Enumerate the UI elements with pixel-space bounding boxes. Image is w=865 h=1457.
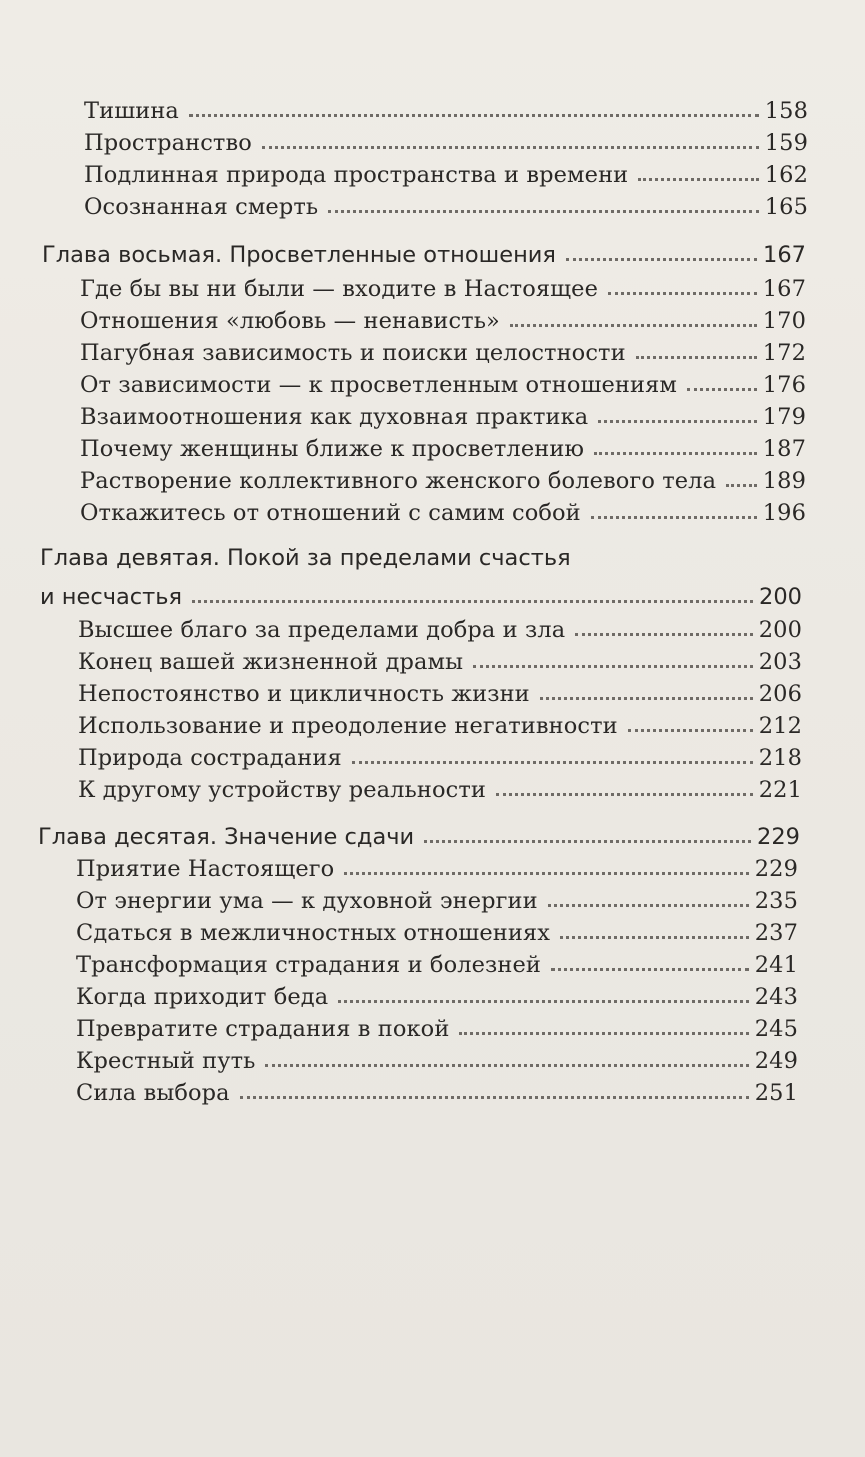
- leader-dots: [192, 600, 753, 603]
- toc-entry: [76, 978, 798, 1010]
- page-number: 196: [762, 500, 806, 526]
- leader-dots: [328, 210, 759, 213]
- entry-title: Сдаться в межличностных отношениях: [76, 920, 551, 946]
- entry-title: От зависимости — к просветленным отношениям: [80, 372, 678, 398]
- leader-dots: [591, 516, 757, 519]
- page-number: 241: [754, 952, 798, 978]
- toc-entry: [76, 882, 798, 914]
- entry-title: Откажитесь от отношений с самим собой: [80, 500, 581, 526]
- entry-title: Природа сострадания: [78, 745, 342, 771]
- leader-dots: [594, 452, 757, 455]
- page-number: 243: [754, 984, 798, 1010]
- toc-entry: [76, 1042, 798, 1074]
- entry-title: Превратите страдания в покой: [76, 1016, 450, 1042]
- leader-dots: [496, 793, 753, 796]
- page-number: 200: [759, 584, 802, 610]
- leader-dots: [262, 146, 759, 149]
- leader-dots: [240, 1096, 749, 1099]
- entry-title: Отношения «любовь — ненависть»: [80, 308, 500, 334]
- entry-title: Когда приходит беда: [76, 984, 329, 1010]
- toc-entry: [76, 850, 798, 882]
- toc-entry: [80, 366, 806, 398]
- toc-entry: [84, 188, 808, 220]
- entry-title: Использование и преодоление негативности: [78, 713, 618, 739]
- page-number: 218: [758, 745, 802, 771]
- entry-title: Непостоянство и цикличность жизни: [78, 681, 530, 707]
- leader-dots: [338, 1000, 748, 1003]
- leader-dots: [510, 324, 757, 327]
- page-number: 167: [762, 276, 806, 302]
- entry-title: Трансформация страдания и болезней: [76, 952, 542, 978]
- toc-entry: [80, 398, 806, 430]
- page-number: 245: [754, 1016, 798, 1042]
- toc-entry: [78, 771, 802, 803]
- leader-dots: [424, 840, 751, 843]
- chapter-heading: [38, 818, 800, 850]
- toc-entry: [80, 270, 806, 302]
- toc-entry: [80, 430, 806, 462]
- leader-dots: [575, 633, 752, 636]
- leader-dots: [189, 114, 759, 117]
- page-number: 189: [762, 468, 806, 494]
- page-number: 229: [754, 856, 798, 882]
- page-number: 162: [764, 162, 808, 188]
- entry-title: К другому устройству реальности: [78, 777, 486, 803]
- toc-entry: [80, 462, 806, 494]
- toc-entry: [84, 124, 808, 156]
- entry-title: Приятие Настоящего: [76, 856, 335, 882]
- toc-entry: [76, 1010, 798, 1042]
- entry-title: Тишина: [84, 98, 179, 124]
- entry-title: Подлинная природа пространства и времени: [84, 162, 629, 188]
- page-number: 179: [762, 404, 806, 430]
- page-number: 165: [764, 194, 808, 220]
- entry-title: Сила выбора: [76, 1080, 230, 1106]
- leader-dots: [344, 872, 748, 875]
- entry-title: Взаимоотношения как духовная практика: [80, 404, 589, 430]
- page-number: 251: [754, 1080, 798, 1106]
- toc-entry: [84, 92, 808, 124]
- entry-title: Высшее благо за пределами добра и зла: [78, 617, 566, 643]
- chapter-title: Глава восьмая. Просветленные отношения: [42, 242, 556, 268]
- leader-dots: [638, 178, 758, 181]
- leader-dots: [548, 904, 749, 907]
- toc-entry: [76, 914, 798, 946]
- leader-dots: [628, 729, 753, 732]
- leader-dots: [551, 968, 749, 971]
- toc-entry: [76, 1074, 798, 1106]
- entry-title: Пагубная зависимость и поиски целостности: [80, 340, 626, 366]
- chapter-heading: [40, 578, 802, 610]
- page-number: 187: [762, 436, 806, 462]
- chapter-title: Глава десятая. Значение сдачи: [38, 824, 415, 850]
- chapter-heading: [42, 236, 806, 268]
- toc-entry: [78, 675, 802, 707]
- toc-entry: [84, 156, 808, 188]
- entry-title: Где бы вы ни были — входите в Настоящее: [80, 276, 599, 302]
- leader-dots: [566, 258, 757, 261]
- leader-dots: [352, 761, 753, 764]
- page-number: 229: [757, 824, 800, 850]
- page-number: 206: [758, 681, 802, 707]
- chapter-title-continued: и несчастья: [40, 584, 183, 610]
- toc-entry: [78, 707, 802, 739]
- page-number: 203: [758, 649, 802, 675]
- toc-entry: [78, 611, 802, 643]
- page-number: 167: [763, 242, 806, 268]
- toc-entry: [80, 494, 806, 526]
- entry-title: Почему женщины ближе к просветлению: [80, 436, 585, 462]
- toc-entry: [80, 334, 806, 366]
- leader-dots: [726, 484, 757, 487]
- leader-dots: [473, 665, 753, 668]
- leader-dots: [560, 936, 749, 939]
- page-number: 221: [758, 777, 802, 803]
- leader-dots: [608, 292, 757, 295]
- page-number: 159: [764, 130, 808, 156]
- page-number: 212: [758, 713, 802, 739]
- page-number: 249: [754, 1048, 798, 1074]
- page-number: 176: [762, 372, 806, 398]
- leader-dots: [636, 356, 757, 359]
- toc-entry: [76, 946, 798, 978]
- page-number: 172: [762, 340, 806, 366]
- entry-title: Конец вашей жизненной драмы: [78, 649, 464, 675]
- entry-title: Растворение коллективного женского болевого тела: [80, 468, 717, 494]
- page-number: 170: [762, 308, 806, 334]
- leader-dots: [265, 1064, 748, 1067]
- leader-dots: [687, 388, 757, 391]
- page-number: 237: [754, 920, 798, 946]
- leader-dots: [540, 697, 753, 700]
- toc-entry: [78, 739, 802, 771]
- page-number: 158: [764, 98, 808, 124]
- page-number: 235: [754, 888, 798, 914]
- entry-title: Крестный путь: [76, 1048, 256, 1074]
- toc-entry: [78, 643, 802, 675]
- toc-entry: [80, 302, 806, 334]
- page-number: 200: [758, 617, 802, 643]
- entry-title: От энергии ума — к духовной энергии: [76, 888, 538, 914]
- entry-title: Пространство: [84, 130, 252, 156]
- chapter-title: Глава девятая. Покой за пределами счастья: [40, 545, 571, 571]
- leader-dots: [598, 420, 756, 423]
- leader-dots: [459, 1032, 748, 1035]
- entry-title: Осознанная смерть: [84, 194, 319, 220]
